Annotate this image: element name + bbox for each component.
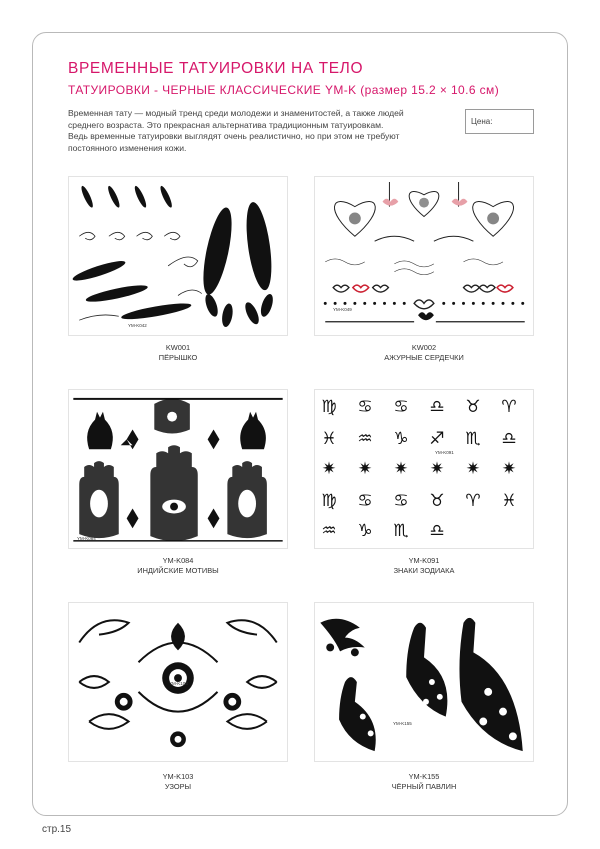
zodiac-sign-icon: ♉: [465, 397, 481, 417]
page-title: ВРЕМЕННЫЕ ТАТУИРОВКИ НА ТЕЛО: [68, 60, 364, 77]
description-line: постоянного изменения кожи.: [68, 142, 187, 153]
product-code: YM-K155: [408, 772, 440, 781]
product-caption: [68, 343, 288, 362]
product-name: ПЁРЫШКО: [158, 352, 198, 362]
product-caption: [314, 343, 534, 362]
product-image-indian-motifs: [68, 389, 288, 549]
zodiac-sign-icon: ♒: [321, 521, 337, 541]
product-name: ЧЁРНЫЙ ПАВЛИН: [391, 781, 457, 791]
zodiac-sign-icon: ♈: [465, 491, 481, 511]
zodiac-sign-icon: ♑: [393, 429, 409, 449]
product-code: YM-K084: [162, 556, 194, 565]
print-code: YM-K155: [393, 721, 412, 726]
zodiac-sign-icon: ♋: [357, 397, 373, 417]
description-line: Ведь временные татуировки выглядят очень реалистично, но при этом не требуют: [68, 131, 400, 141]
zodiac-sign-icon: ♎: [429, 397, 445, 417]
zodiac-sign-icon: ♏: [465, 429, 481, 449]
product-code: KW002: [411, 343, 437, 352]
zodiac-sign-icon: ♓: [321, 429, 337, 449]
description-line: среднего возраста. Это прекрасная альтернатива традиционным татуировкам.: [68, 119, 384, 130]
print-code: YM-K084: [77, 536, 96, 541]
print-code: YM-K049: [333, 307, 352, 312]
product-caption: [314, 556, 534, 575]
star-icon: ✷: [501, 459, 517, 479]
zodiac-sign-icon: ♒: [357, 429, 373, 449]
print-code: YM-K091: [435, 450, 454, 455]
product-name: УЗОРЫ: [164, 781, 192, 791]
zodiac-sign-icon: ♐: [429, 429, 445, 449]
page-number: стр.15: [42, 824, 72, 835]
zodiac-sign-icon: ♋: [393, 491, 409, 511]
product-name: ЗНАКИ ЗОДИАКА: [393, 565, 455, 575]
star-icon: ✷: [321, 459, 337, 479]
zodiac-sign-icon: ♋: [393, 397, 409, 417]
star-icon: ✷: [429, 459, 445, 479]
product-code: YM-K091: [408, 556, 440, 565]
zodiac-sign-icon: ♎: [429, 521, 445, 541]
price-box: [465, 109, 534, 134]
product-code: YM-K103: [162, 772, 194, 781]
zodiac-sign-icon: ♏: [393, 521, 409, 541]
star-icon: ✷: [465, 459, 481, 479]
zodiac-sign-icon: ♑: [357, 521, 373, 541]
zodiac-sign-icon: ♎: [501, 429, 517, 449]
description: [68, 108, 418, 154]
page-subtitle: ТАТУИРОВКИ - ЧЕРНЫЕ КЛАССИЧЕСКИЕ YM-K (размер 15.2 × 10.6 см): [68, 83, 500, 97]
star-icon: ✷: [393, 459, 409, 479]
zodiac-sign-icon: ♍: [321, 491, 337, 511]
product-name: АЖУРНЫЕ СЕРДЕЧКИ: [384, 352, 464, 362]
print-code: YM-K042: [128, 323, 147, 328]
zodiac-sign-icon: ♈: [501, 397, 517, 417]
hamsa-illustration: [69, 390, 287, 548]
product-image-lace-hearts: [314, 176, 534, 336]
price-label: Цена:: [471, 117, 493, 126]
print-code: YM-K103: [169, 681, 188, 686]
zodiac-sign-icon: ♍: [321, 397, 337, 417]
product-image-zodiac: [314, 389, 534, 549]
product-caption: [314, 772, 534, 791]
zodiac-sign-icon: ♋: [357, 491, 373, 511]
product-code: KW001: [165, 343, 191, 352]
zodiac-sign-icon: ♓: [501, 491, 517, 511]
product-caption: [68, 772, 288, 791]
zodiac-sign-icon: ♉: [429, 491, 445, 511]
product-image-patterns: [68, 602, 288, 762]
peacock-illustration: [315, 603, 533, 761]
description-line: Временная тату — модный тренд среди молодежи и знаменитостей, а также людей: [68, 108, 404, 118]
feathers-illustration: [69, 177, 287, 335]
star-icon: ✷: [357, 459, 373, 479]
product-image-peacock: [314, 602, 534, 762]
product-name: ИНДИЙСКИЕ МОТИВЫ: [137, 565, 219, 575]
product-image-feathers: [68, 176, 288, 336]
product-caption: [68, 556, 288, 575]
